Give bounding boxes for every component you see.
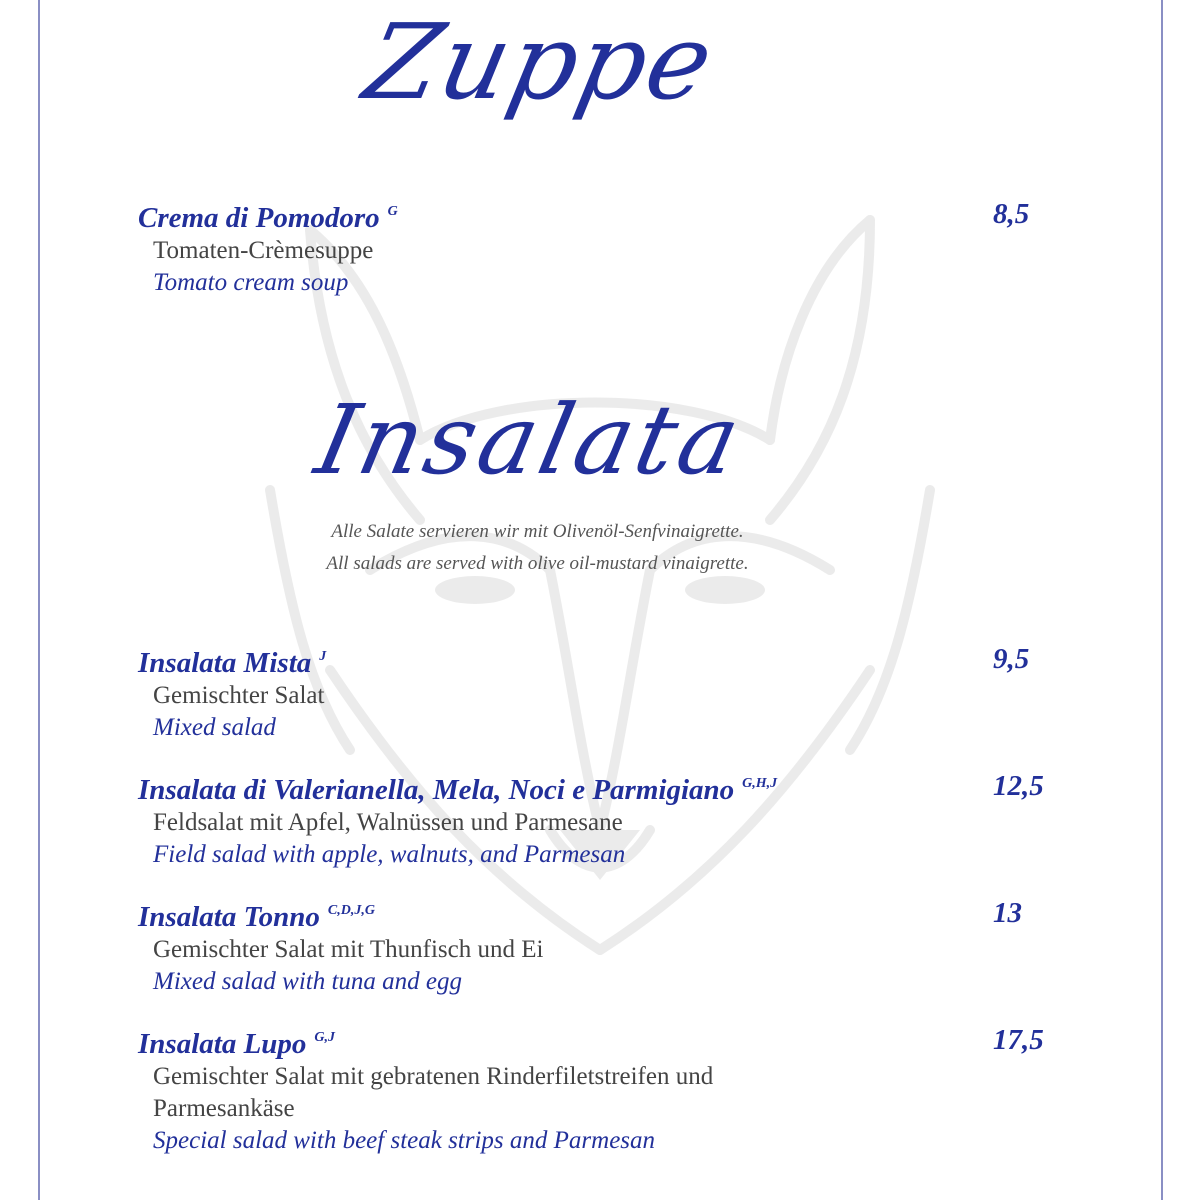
dish-description-english: Field salad with apple, walnuts, and Parmesan [153, 841, 626, 868]
dish-description-english: Mixed salad [153, 714, 276, 741]
dish-description-english: Special salad with beef steak strips and Parmesan [153, 1127, 656, 1154]
dish-name: Insalata di Valerianella, Mela, Noci e Parmigiano [138, 774, 735, 806]
dish-name: Insalata Tonno [138, 901, 320, 933]
dish-description-german: Gemischter Salat mit gebratenen Rinderfiletstreifen und [153, 1063, 714, 1090]
dish-description-german: Gemischter Salat [153, 682, 325, 709]
dish-description-english: Mixed salad with tuna and egg [153, 968, 462, 995]
page-border-left [38, 0, 40, 1200]
allergen-codes: G,H,J [742, 776, 778, 791]
allergen-codes: J [319, 649, 327, 664]
dish-price: 8,5 [993, 198, 1030, 230]
salad-section-title: Insalata [307, 384, 753, 496]
dish-name: Crema di Pomodoro [138, 202, 380, 234]
dish-description-german: Gemischter Salat mit Thunfisch und Ei [153, 936, 544, 963]
dish-name: Insalata Mista [138, 647, 312, 679]
salad-note-english: All salads are served with olive oil-mustard vinaigrette. [326, 553, 749, 574]
dish-description-german: Tomaten-Crèmesuppe [153, 237, 374, 264]
dish-name: Insalata Lupo [138, 1028, 307, 1060]
allergen-codes: G,J [314, 1030, 336, 1045]
dish-description-german-continued: Parmesankäse [153, 1095, 295, 1122]
salad-note-german: Alle Salate servieren wir mit Olivenöl-Senfvinaigrette. [331, 521, 744, 542]
dish-description-german: Feldsalat mit Apfel, Walnüssen und Parmesane [153, 809, 623, 836]
menu-item-salad [138, 640, 1138, 744]
menu-item-salad [138, 1021, 1138, 1157]
menu-item-salad [138, 767, 1138, 871]
dish-price: 17,5 [993, 1024, 1044, 1056]
page-border-right [1161, 0, 1163, 1200]
soup-section-title: Zuppe [355, 1, 725, 123]
allergen-codes: G [387, 204, 398, 219]
allergen-codes: C,D,J,G [327, 903, 375, 918]
dish-description-english: Tomato cream soup [153, 269, 349, 296]
menu-item-soup [138, 195, 1138, 299]
dish-price: 12,5 [993, 770, 1044, 802]
menu-item-salad [138, 894, 1138, 998]
dish-price: 9,5 [993, 643, 1030, 675]
dish-price: 13 [993, 897, 1022, 929]
